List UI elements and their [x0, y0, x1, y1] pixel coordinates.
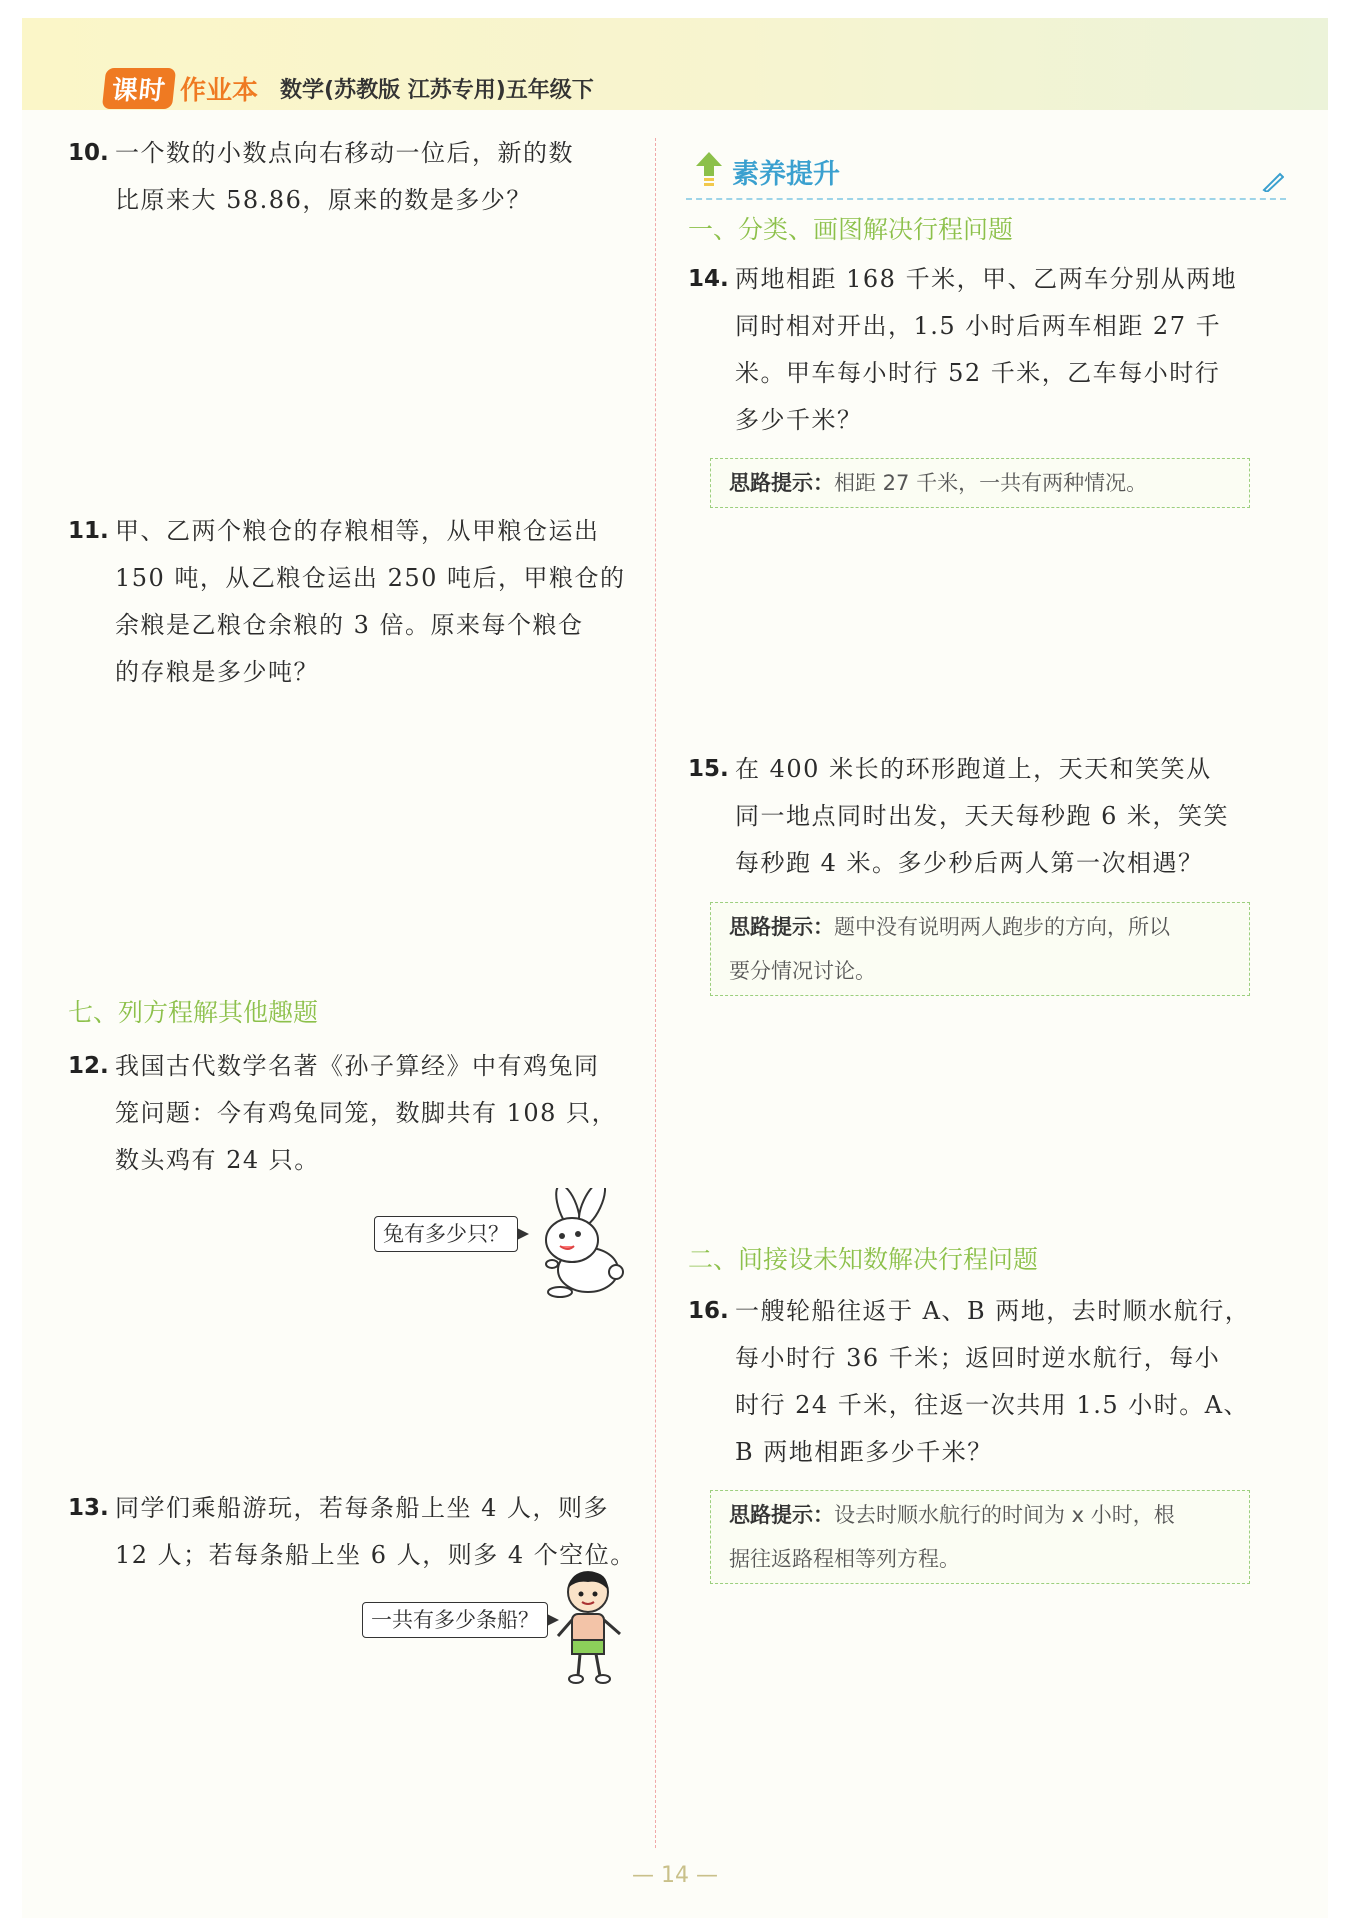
up-arrow-icon	[696, 152, 722, 186]
question-line: 甲、乙两个粮仓的存粮相等，从甲粮仓运出	[115, 517, 600, 545]
question-line: 在 400 米长的环形跑道上，天天和笑笑从	[735, 755, 1212, 783]
question-line: 同学们乘船游玩，若每条船上坐 4 人，则多	[115, 1494, 610, 1522]
hint-label: 思路提示：	[729, 915, 834, 939]
brand-logo: 课时	[102, 68, 176, 109]
hint-label: 思路提示：	[729, 1503, 834, 1527]
question-line: 同一地点同时出发，天天每秒跑 6 米，笑笑	[735, 802, 1230, 830]
question-line: 比原来大 58.86，原来的数是多少？	[115, 186, 532, 214]
question-number: 12.	[68, 1053, 109, 1079]
hint-text: 相距 27 千米，一共有两种情况。	[834, 471, 1148, 495]
question-line: 数头鸡有 24 只。	[115, 1146, 320, 1174]
question-line: 米。甲车每小时行 52 千米，乙车每小时行	[735, 359, 1221, 387]
question-12	[68, 1043, 638, 1184]
pen-icon	[1262, 170, 1284, 192]
question-14	[688, 256, 1288, 444]
hint-text: 设去时顺水航行的时间为 x 小时，根	[834, 1503, 1175, 1527]
question-11	[68, 508, 638, 696]
question-line: 一个数的小数点向右移动一位后，新的数	[115, 139, 574, 167]
question-line: 我国古代数学名著《孙子算经》中有鸡兔同	[115, 1052, 600, 1080]
question-line: 的存粮是多少吨？	[115, 658, 319, 686]
question-10	[68, 130, 638, 224]
hint-text: 题中没有说明两人跑步的方向，所以	[834, 915, 1170, 939]
upgrade-section-header	[686, 148, 1286, 200]
question-line: 两地相距 168 千米，甲、乙两车分别从两地	[735, 265, 1238, 293]
hint-box-14	[710, 458, 1250, 508]
hint-box-15	[710, 902, 1250, 996]
worksheet-page	[22, 18, 1328, 1918]
subject-title: 数学(苏教版 江苏专用)五年级下	[280, 77, 594, 103]
rabbit-speech-bubble: 兔有多少只？	[374, 1216, 518, 1252]
question-line: 余粮是乙粮仓余粮的 3 倍。原来每个粮仓	[115, 611, 584, 639]
header-band	[22, 18, 1328, 110]
section-title-2: 二、间接设未知数解决行程问题	[688, 1245, 1039, 1274]
question-line: 每秒跑 4 米。多少秒后两人第一次相遇？	[735, 849, 1204, 877]
question-number: 15.	[688, 756, 729, 782]
question-line: 多少千米？	[735, 406, 863, 434]
question-16	[688, 1288, 1288, 1476]
question-line: 笼问题：今有鸡兔同笼，数脚共有 108 只，	[115, 1099, 618, 1127]
column-divider	[655, 138, 656, 1848]
question-number: 14.	[688, 266, 729, 292]
question-number: 16.	[688, 1298, 729, 1324]
question-line: 时行 24 千米，往返一次共用 1.5 小时。A、	[735, 1391, 1250, 1419]
section-title-7: 七、列方程解其他趣题	[68, 998, 319, 1027]
question-13	[68, 1485, 638, 1579]
boy-icon	[550, 1568, 626, 1686]
section-title-1: 一、分类、画图解决行程问题	[688, 215, 1014, 244]
question-line: 150 吨，从乙粮仓运出 250 吨后，甲粮仓的	[115, 564, 626, 592]
brand-name: 作业本	[180, 75, 259, 106]
rabbit-icon	[530, 1188, 626, 1300]
question-line: 一艘轮船往返于 A、B 两地，去时顺水航行，	[735, 1297, 1251, 1325]
question-15	[688, 746, 1288, 887]
hint-text: 据往返路程相等列方程。	[729, 1547, 960, 1571]
hint-label: 思路提示：	[729, 471, 834, 495]
question-number: 10.	[68, 140, 109, 166]
question-number: 13.	[68, 1495, 109, 1521]
upgrade-title: 素养提升	[732, 159, 840, 190]
hint-box-16	[710, 1490, 1250, 1584]
boy-speech-bubble: 一共有多少条船？	[362, 1602, 548, 1638]
question-line: 12 人；若每条船上坐 6 人，则多 4 个空位。	[115, 1541, 636, 1569]
question-number: 11.	[68, 518, 109, 544]
page-number: — 14 —	[632, 1863, 718, 1888]
question-line: 每小时行 36 千米；返回时逆水航行，每小	[735, 1344, 1221, 1372]
question-line: B 两地相距多少千米？	[735, 1438, 993, 1466]
brand	[104, 68, 594, 108]
question-line: 同时相对开出，1.5 小时后两车相距 27 千	[735, 312, 1222, 340]
hint-text: 要分情况讨论。	[729, 959, 876, 983]
